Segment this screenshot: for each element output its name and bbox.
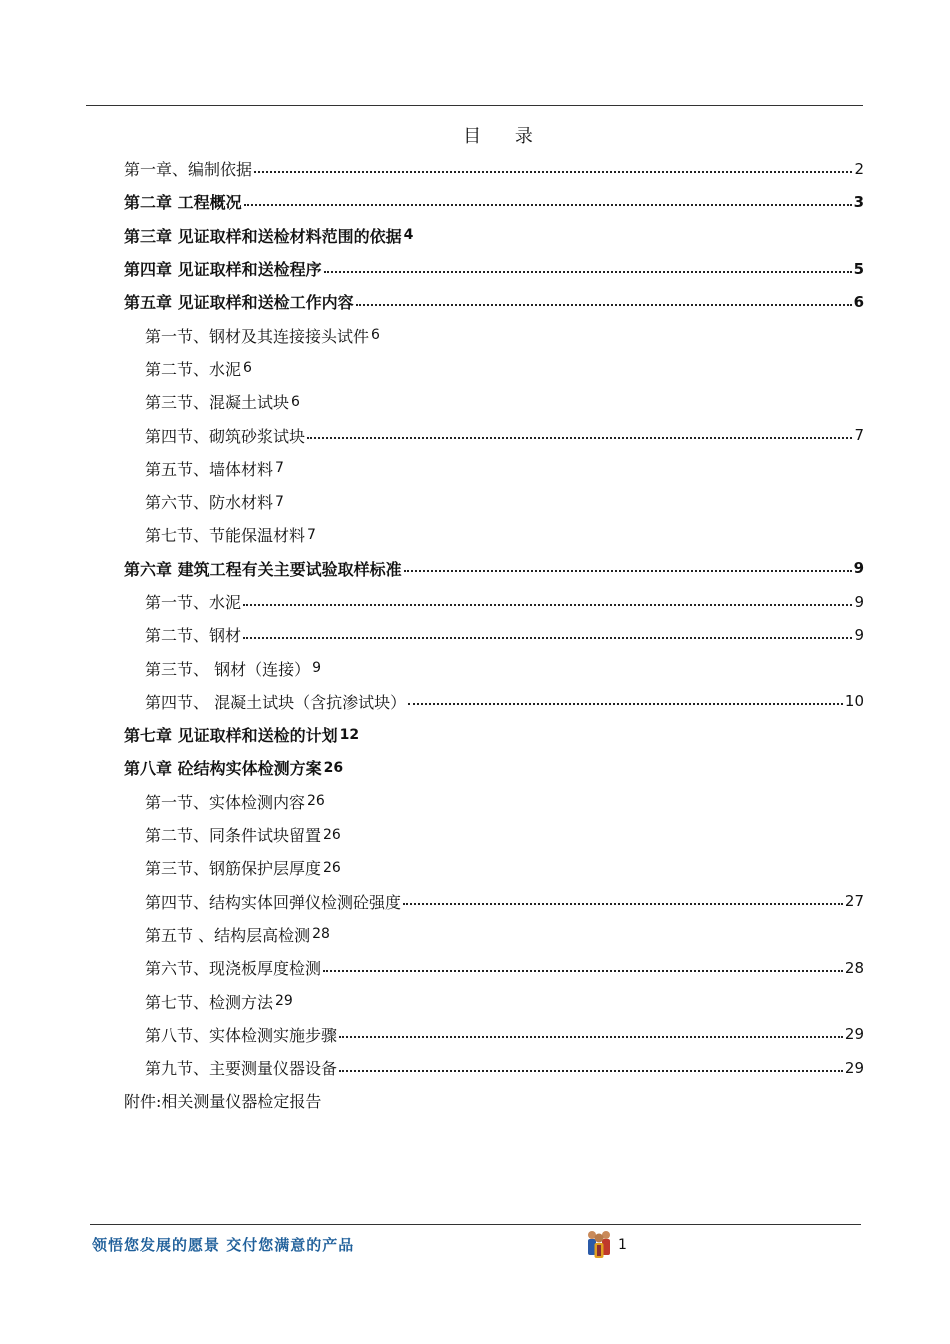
toc-entry[interactable]: [124, 1051, 864, 1084]
toc-entry[interactable]: [124, 518, 864, 551]
toc-entry-label: 第一节、钢材及其连接接头试件: [145, 326, 370, 346]
toc-entry[interactable]: [124, 951, 864, 984]
dot-leader: [244, 204, 852, 206]
toc-entry-label: 第七节、检测方法: [145, 992, 274, 1012]
toc-entry-label: 第一章、编制依据: [124, 160, 253, 180]
toc-entry-page: 29: [844, 1058, 864, 1077]
toc-entry-label: 第三节、混凝土试块: [145, 393, 290, 413]
toc-entry-page: 6: [371, 327, 380, 344]
people-group-icon: [584, 1228, 614, 1260]
toc-entry-label: 第三节、 钢材（连接）: [145, 659, 311, 679]
toc-entry-label: 第八章 砼结构实体检测方案: [124, 759, 322, 779]
toc-entry-page: 6: [291, 393, 300, 410]
toc-entry-page: 7: [854, 426, 864, 445]
footer-rule: [90, 1224, 861, 1225]
toc-entry-label: 第一节、实体检测内容: [145, 792, 306, 812]
toc-entry[interactable]: [124, 452, 864, 485]
toc-entry-page: 29: [275, 993, 293, 1010]
toc-entry-page: 12: [339, 726, 360, 743]
toc-entry-page: 3: [853, 192, 864, 211]
toc-entry-label: 第二节、钢材: [145, 626, 242, 646]
dot-leader: [254, 171, 852, 173]
toc-entry[interactable]: [124, 718, 864, 751]
toc-entry[interactable]: [124, 651, 864, 684]
toc-entry-label: 第四节、结构实体回弹仪检测砼强度: [145, 892, 402, 912]
toc-entry[interactable]: [124, 252, 864, 285]
dot-leader: [324, 271, 852, 273]
toc-entry-label: 第八节、实体检测实施步骤: [145, 1025, 338, 1045]
toc-entry[interactable]: [124, 219, 864, 252]
toc-entry-page: 28: [844, 958, 864, 977]
toc-entry-page: 6: [243, 360, 252, 377]
toc-entry-label: 附件:相关测量仪器检定报告: [124, 1092, 322, 1112]
dot-leader: [243, 604, 852, 606]
toc-entry[interactable]: [124, 751, 864, 784]
toc-entry[interactable]: [124, 285, 864, 318]
toc-entry-label: 第二节、水泥: [145, 359, 242, 379]
toc-entry[interactable]: [124, 984, 864, 1017]
toc-entry-page: 26: [307, 793, 325, 810]
toc-title: 目 录: [463, 126, 547, 147]
toc-entry-label: 第二章 工程概况: [124, 193, 242, 213]
dot-leader: [323, 970, 843, 972]
dot-leader: [243, 637, 852, 639]
toc-entry-label: 第四节、 混凝土试块（含抗渗试块）: [145, 692, 407, 712]
toc-entry-page: 5: [853, 259, 864, 278]
toc-entry-page: 27: [844, 892, 864, 911]
toc-entry-label: 第三节、钢筋保护层厚度: [145, 859, 322, 879]
toc-entry-page: 9: [854, 592, 864, 611]
toc-entry-label: 第六章 建筑工程有关主要试验取样标准: [124, 559, 402, 579]
toc-entry[interactable]: [124, 185, 864, 218]
dot-leader: [307, 437, 852, 439]
dot-leader: [339, 1070, 843, 1072]
toc-entry[interactable]: [124, 352, 864, 385]
toc-entry-label: 第四节、砌筑砂浆试块: [145, 426, 306, 446]
toc-entry[interactable]: [124, 485, 864, 518]
toc-entry[interactable]: [124, 552, 864, 585]
toc-entry[interactable]: [124, 918, 864, 951]
toc-entry-page: 9: [312, 660, 322, 677]
header-rule: [86, 105, 863, 106]
toc-entry[interactable]: [124, 618, 864, 651]
toc-entry-label: 第四章 见证取样和送检程序: [124, 260, 322, 280]
toc-entry[interactable]: [124, 885, 864, 918]
toc-entry-page: 6: [853, 292, 864, 311]
toc-entry[interactable]: [124, 152, 864, 185]
toc-entry[interactable]: [124, 851, 864, 884]
toc-entry[interactable]: [124, 318, 864, 351]
toc-entry-label: 第五节 、结构层高检测: [145, 925, 311, 945]
toc-entry-label: 第一节、水泥: [145, 593, 242, 612]
toc-entry-page: 7: [307, 526, 316, 543]
dot-leader: [339, 1036, 843, 1038]
toc-entry-label: 第七章 见证取样和送检的计划: [124, 726, 338, 746]
toc-entry-page: 4: [403, 227, 414, 244]
toc-entry-label: 第六节、现浇板厚度检测: [145, 959, 322, 979]
toc-entry[interactable]: [124, 685, 864, 718]
toc-entry[interactable]: [124, 418, 864, 451]
toc-entry-label: 第三章 见证取样和送检材料范围的依据: [124, 226, 402, 246]
toc-entry-label: 第六节、防水材料: [145, 493, 274, 513]
dot-leader: [408, 703, 843, 705]
dot-leader: [403, 903, 843, 905]
toc-entry-label: 第七节、节能保温材料: [145, 526, 306, 546]
toc-entry-page: 9: [854, 625, 864, 644]
toc-entry-page: 29: [844, 1025, 864, 1044]
footer-slogan: 领悟您发展的愿景 交付您满意的产品: [92, 1236, 355, 1254]
toc-entry-page: 26: [323, 826, 341, 843]
toc-entry-label: 第五章 见证取样和送检工作内容: [124, 293, 354, 313]
toc-entry[interactable]: [124, 385, 864, 418]
toc-entry-page: 26: [323, 859, 341, 876]
toc-entry-label: 第五节、墙体材料: [145, 459, 274, 479]
toc-entry-label: 第九节、主要测量仪器设备: [145, 1059, 338, 1079]
toc-entry-page: 10: [844, 692, 864, 711]
toc-entry[interactable]: [124, 585, 864, 618]
toc-entry-page: 2: [854, 159, 864, 178]
toc-entry-page: 7: [275, 493, 284, 510]
toc-entry[interactable]: [124, 1018, 864, 1051]
toc-entry-page: 7: [275, 460, 284, 477]
toc-entry-page: 9: [853, 559, 864, 578]
toc-entry-page: 26: [323, 759, 344, 776]
page-number: 1: [618, 1237, 627, 1253]
toc-entry[interactable]: [124, 1084, 864, 1117]
dot-leader: [356, 304, 852, 306]
toc-entry-label: 第二节、同条件试块留置: [145, 826, 322, 846]
toc-entry[interactable]: [124, 818, 864, 851]
toc-entry-page: 28: [312, 926, 330, 943]
toc-entry[interactable]: [124, 785, 864, 818]
table-of-contents: [124, 152, 864, 1118]
dot-leader: [404, 570, 852, 572]
